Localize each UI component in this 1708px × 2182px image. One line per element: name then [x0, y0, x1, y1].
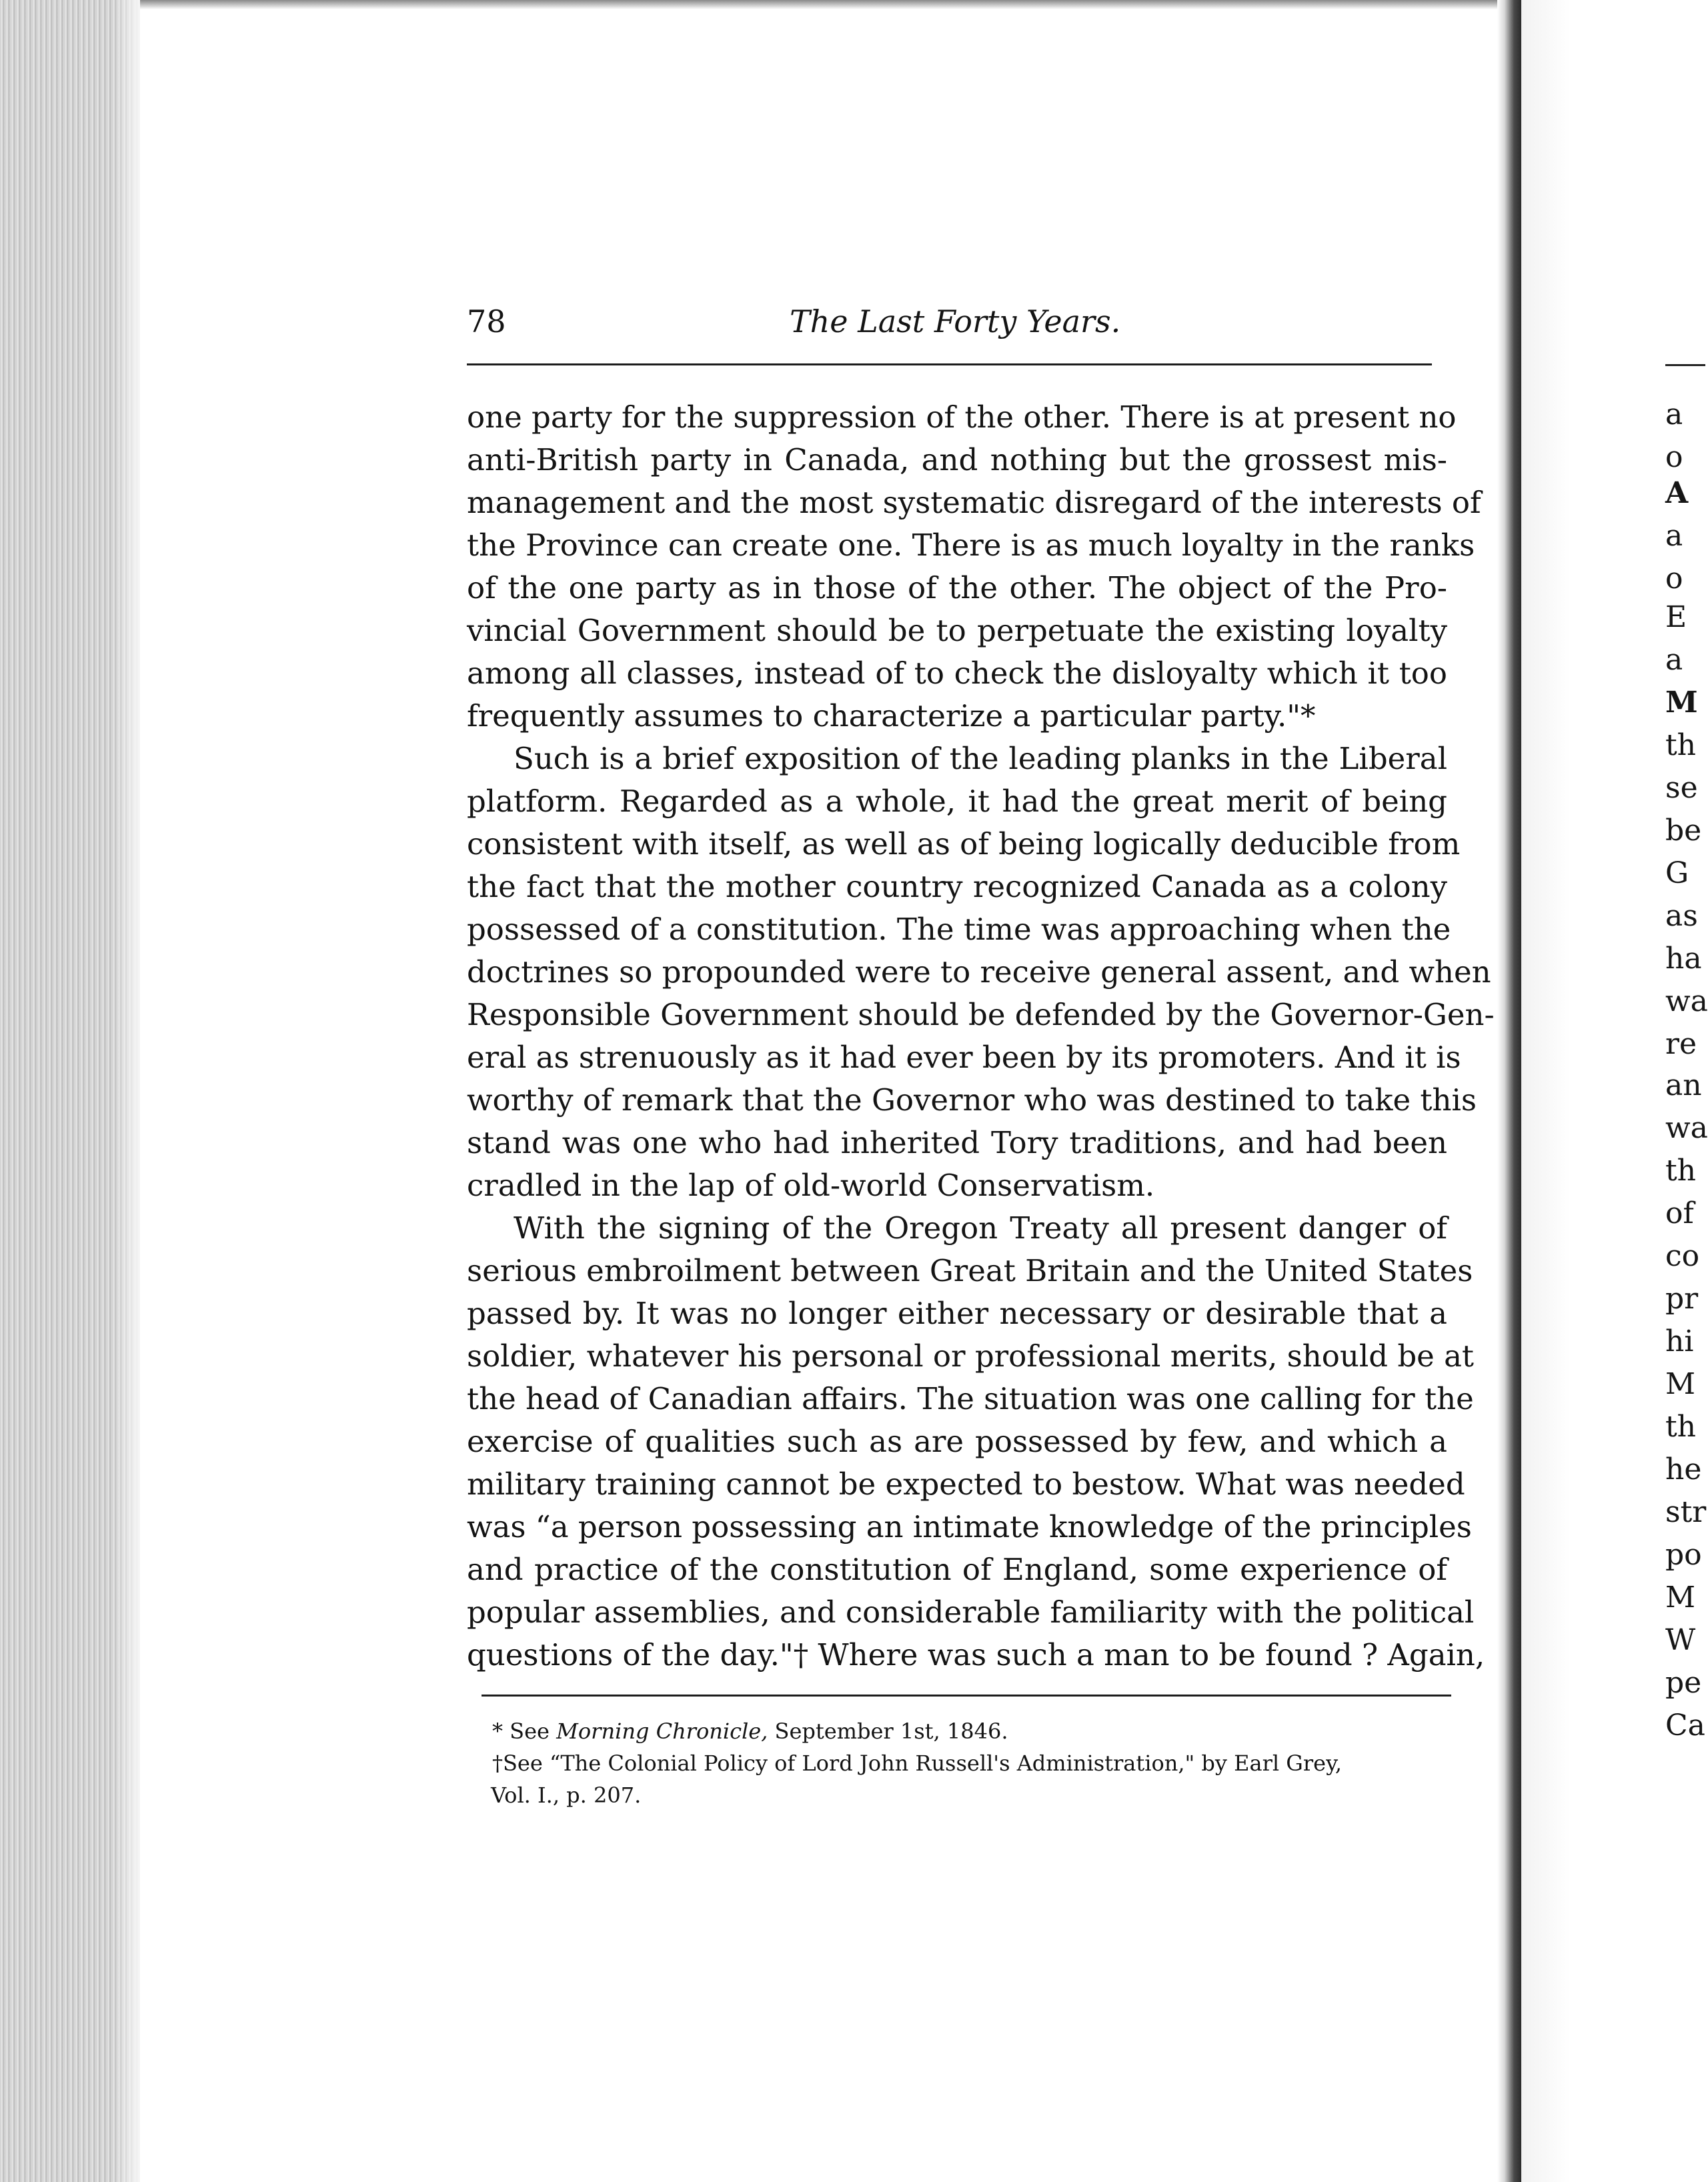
footnote-1-date: September 1st, 1846. [768, 1719, 1008, 1744]
text-line: possessed of a constitution. The time was approaching when the [467, 912, 1451, 947]
facing-page-text: W [1665, 1623, 1696, 1657]
facing-page-text: M [1665, 1367, 1696, 1401]
text-line: military training cannot be expected to bestow. What was needed [467, 1466, 1465, 1502]
facing-page-text: th [1665, 728, 1697, 762]
footnote-rule [482, 1695, 1451, 1697]
text-line: soldier, whatever his personal or professional merits, should be at [467, 1338, 1474, 1374]
text-line: Responsible Government should be defended by the Governor-Gen- [467, 997, 1495, 1032]
text-line: doctrines so propounded were to receive general assent, and when [467, 954, 1491, 990]
facing-page-text: ha [1665, 942, 1702, 976]
facing-page-text: he [1665, 1452, 1702, 1486]
facing-page-text: be [1665, 814, 1702, 848]
facing-page-text: o [1665, 440, 1683, 474]
facing-page-text: re [1665, 1027, 1697, 1061]
text-line: and practice of the constitution of England, some experience of [467, 1552, 1447, 1587]
text-line: of the one party as in those of the other. The object of the Pro- [467, 570, 1447, 606]
text-line: frequently assumes to characterize a particular party."* [467, 698, 1316, 734]
text-line: cradled in the lap of old-world Conservatism. [467, 1168, 1155, 1203]
page-number: 78 [467, 303, 506, 339]
text-line: questions of the day."† Where was such a man to be found ? Again, [467, 1637, 1485, 1673]
footnote-2-continuation: Vol. I., p. 207. [491, 1783, 642, 1808]
paragraph-start-line: Such is a brief exposition of the leading planks in the Liberal [514, 741, 1447, 776]
facing-page-text: str [1665, 1495, 1707, 1529]
text-line: eral as strenuously as it had ever been by its promoters. And it is [467, 1040, 1461, 1075]
facing-page-text: a [1665, 643, 1683, 677]
text-line: passed by. It was no longer either necessary or desirable that a [467, 1296, 1447, 1331]
facing-page-text: pr [1665, 1282, 1699, 1316]
book-top-edge [0, 0, 1507, 9]
book-gutter-shadow [1497, 0, 1521, 2182]
stacked-page-edges [0, 0, 140, 2182]
running-title: The Last Forty Years. [790, 303, 1121, 339]
facing-page-text: se [1665, 771, 1698, 805]
text-line: anti-British party in Canada, and nothing but the grossest mis- [467, 442, 1447, 477]
body-text [467, 396, 1495, 1677]
facing-page-text: M [1665, 1580, 1696, 1614]
text-line: the head of Canadian affairs. The situation was one calling for the [467, 1381, 1474, 1416]
footnote-1-source: Morning Chronicle, [556, 1719, 768, 1744]
facing-page-text: wa [1665, 1111, 1708, 1145]
text-line: the Province can create one. There is as much loyalty in the ranks [467, 527, 1475, 563]
facing-page-text: co [1665, 1239, 1700, 1273]
text-line: management and the most systematic disregard of the interests of [467, 485, 1481, 520]
facing-page-text: M [1665, 686, 1698, 720]
page-header [467, 301, 1421, 341]
text-line: exercise of qualities such as are possessed by few, and which a [467, 1424, 1447, 1459]
facing-page-text: a [1665, 397, 1683, 431]
text-line: the fact that the mother country recognized Canada as a colony [467, 869, 1447, 904]
text-line: serious embroilment between Great Britain and the United States [467, 1253, 1473, 1288]
footnote-2: †See “The Colonial Policy of Lord John Russell's Administration," by Earl Grey, [492, 1751, 1343, 1776]
text-line: vincial Government should be to perpetuate the existing loyalty [467, 613, 1447, 648]
text-line: one party for the suppression of the other. There is at present no [467, 399, 1457, 435]
text-line: consistent with itself, as well as of being logically deducible from [467, 826, 1461, 862]
footnote-1 [492, 1715, 1451, 1747]
facing-page-header-rule [1665, 364, 1705, 366]
facing-page-text: A [1665, 476, 1689, 510]
text-line: platform. Regarded as a whole, it had the great merit of being [467, 784, 1447, 819]
paragraph-start-line: With the signing of the Oregon Treaty all present danger of [514, 1210, 1447, 1246]
facing-page-text: o [1665, 562, 1683, 596]
facing-page-text: as [1665, 899, 1698, 933]
footnotes [492, 1715, 1451, 1811]
text-line: stand was one who had inherited Tory traditions, and had been [467, 1125, 1447, 1160]
text-line: popular assemblies, and considerable familiarity with the political [467, 1594, 1475, 1630]
facing-page-text: an [1665, 1068, 1702, 1102]
facing-page-text: po [1665, 1538, 1702, 1572]
text-line: was “a person possessing an intimate knowledge of the principles [467, 1509, 1472, 1544]
facing-page-text: G [1665, 856, 1689, 890]
facing-page-text: a [1665, 519, 1683, 553]
facing-page-text: hi [1665, 1324, 1694, 1358]
facing-page-text: th [1665, 1410, 1697, 1444]
facing-page-text: th [1665, 1154, 1697, 1188]
facing-page-text: pe [1665, 1666, 1702, 1700]
facing-page-text: Ca [1665, 1709, 1705, 1743]
header-rule [467, 363, 1432, 365]
text-line: worthy of remark that the Governor who was destined to take this [467, 1082, 1477, 1118]
facing-page-text: of [1665, 1196, 1694, 1230]
facing-page-text: wa [1665, 984, 1708, 1018]
footnote-1-prefix: * See [492, 1719, 557, 1744]
facing-page-fragment [1521, 0, 1708, 2182]
facing-page-text: E [1665, 600, 1687, 634]
text-line: among all classes, instead of to check the disloyalty which it too [467, 656, 1447, 691]
